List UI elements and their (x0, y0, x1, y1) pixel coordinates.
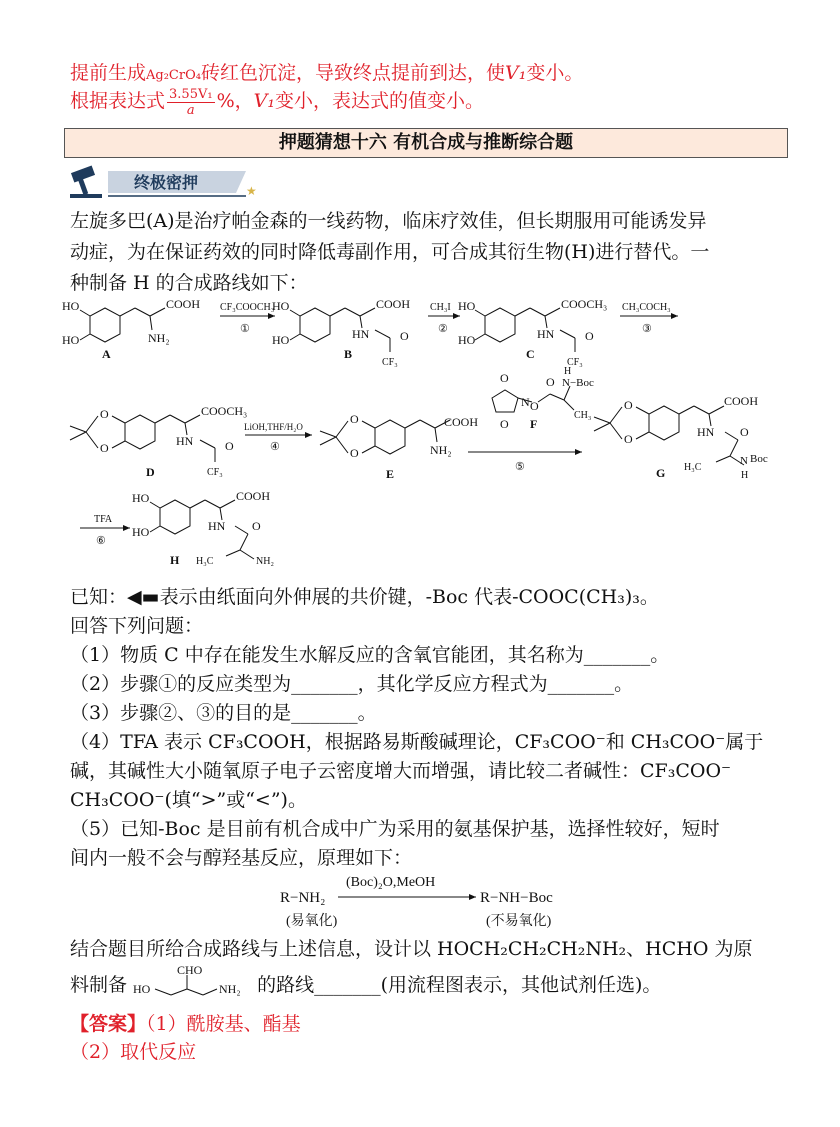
label-cooh: COOH (236, 489, 271, 503)
compound-label-g: G (656, 466, 666, 480)
known-info: 已知：◀▬表示由纸面向外伸展的共价键，-Boc 代表-COOC(CH₃)₃。 (70, 586, 659, 608)
label-h3c: H₃C (196, 556, 214, 567)
question-5-line: 结合题目所给合成路线与上述信息，设计以 HOCH₂CH₂CH₂NH₂、HCHO 为原 (70, 938, 753, 960)
label-cho: CHO (177, 965, 203, 977)
label-hn: HN (208, 519, 226, 533)
reaction-reagent: (Boc)₂O,MeOH (346, 875, 436, 890)
banner-final-secret (68, 163, 258, 201)
label-hn: HN (176, 434, 194, 448)
label-n-boc: N−Boc (562, 377, 594, 389)
compound-e (320, 412, 478, 481)
answer-label: 【答案】 (70, 1013, 147, 1035)
hammer-icon (70, 166, 102, 198)
label-cooh: COOH (724, 394, 759, 408)
product-note: (不易氧化) (486, 914, 552, 929)
compound-h (132, 489, 274, 567)
label-o: O (530, 399, 539, 413)
question-5-line: 间内一般不会与醇羟基反应，原理如下： (70, 847, 413, 869)
label-nh2: NH₂ (256, 556, 274, 567)
label-hn: HN (697, 425, 715, 439)
text-fragment: 变小。 (526, 62, 584, 84)
label-o: O (500, 371, 509, 385)
question-4-line: 碱，其碱性大小随氧原子电子云密度增大而增强，请比较二者碱性：CF₃COO⁻ (70, 760, 732, 782)
reaction-product: R−NH−Boc (480, 890, 553, 906)
target-molecule (133, 965, 251, 999)
label-ho: HO (272, 333, 290, 347)
label-cooch3: COOCH₃ (561, 297, 608, 311)
label-cooh: COOH (166, 297, 201, 311)
top-red-line-2 (70, 86, 484, 118)
label-nh2: NH₂ (148, 331, 170, 345)
label-n: N (740, 455, 748, 467)
label-o: O (500, 417, 509, 431)
reaction-reactant: R−NH₂ (280, 890, 326, 906)
text-fragment: 砖红色沉淀，导致终点提前到达，使 (200, 62, 505, 84)
reactant-note: (易氧化) (286, 914, 338, 929)
text-fragment: 变小，表达式的值变小。 (274, 90, 484, 112)
answer-line-1 (70, 1010, 782, 1038)
compound-b (272, 297, 410, 368)
label-o: O (624, 432, 633, 446)
variable-v1: V₁ (504, 62, 527, 84)
top-red-line-1 (70, 58, 583, 85)
star-icon: ★ (246, 184, 257, 198)
text-fragment: 提前生成 (70, 62, 147, 84)
label-o: O (624, 398, 633, 412)
label-h: H (564, 366, 572, 377)
synthesis-scheme (60, 290, 780, 580)
label-o: O (350, 412, 359, 426)
label-o: O (400, 329, 409, 343)
label-cooh: COOH (376, 297, 411, 311)
label-o: O (100, 441, 109, 455)
fraction-numerator: 3.55V₁ (169, 86, 213, 102)
compound-label-d: D (146, 465, 155, 479)
label-hn: HN (352, 327, 370, 341)
question-4-line: （4）TFA 表示 CF₃COOH，根据路易斯酸碱理论，CF₃COO⁻和 CH₃COO⁻属于 (70, 731, 764, 753)
formula-ag2cro4: Ag₂CrO₄ (146, 68, 201, 83)
step-6-marker: ⑥ (96, 535, 106, 547)
compound-f (492, 366, 594, 431)
compound-a (62, 297, 200, 361)
compound-label-b: B (344, 347, 353, 361)
question-2: （2）步骤①的反应类型为_______，其化学反应方程式为_______。 (70, 673, 634, 695)
question-4-line: CH₃COO⁻(填“>”或“<”)。 (70, 789, 307, 811)
answer-prompt: 回答下列问题： (70, 615, 204, 637)
reagent-6: TFA (94, 514, 113, 525)
label-o: O (225, 439, 234, 453)
label-cf3: CF₃ (382, 357, 398, 368)
step-5-marker: ⑤ (515, 461, 525, 473)
compound-label-a: A (102, 347, 111, 361)
label-ho: HO (62, 299, 80, 313)
label-cooch3: COOCH₃ (201, 404, 248, 418)
answer-block (70, 1010, 782, 1066)
label-o: O (350, 446, 359, 460)
text-fragment: 的路线_______(用流程图表示，其他试剂任选)。 (257, 974, 662, 996)
banner-label: 终极密押 (134, 173, 199, 192)
label-hn: HN (537, 327, 555, 341)
text-fragment: 料制备 (70, 974, 128, 996)
label-cf3: CF₃ (207, 467, 223, 478)
step-1-marker: ① (240, 323, 250, 335)
question-5-continued (70, 934, 782, 1001)
label-ho: HO (458, 333, 476, 347)
label-ho: HO (132, 525, 150, 539)
text-fragment: 根据表达式 (70, 90, 166, 112)
label-nh2: NH₂ (430, 443, 452, 457)
question-3: （3）步骤②、③的目的是_______。 (70, 702, 377, 724)
compound-label-h: H (170, 553, 180, 567)
label-o: O (252, 519, 261, 533)
intro-line: 动症，为在保证药效的同时降低毒副作用，可合成其衍生物(H)进行替代。一 (70, 241, 710, 263)
text-fragment: %， (216, 90, 254, 112)
compound-d (70, 404, 247, 479)
reagent-2: CH₃I (430, 302, 451, 313)
question-1: （1）物质 C 中存在能发生水解反应的含氧官能团，其名称为_______。 (70, 644, 670, 666)
label-cf3: CF₃ (567, 357, 583, 368)
fraction-denominator: a (186, 102, 195, 118)
label-n: N (521, 395, 530, 409)
section-title-bar (64, 128, 788, 158)
answer-1: （1）酰胺基、酯基 (146, 1013, 301, 1035)
step-3-marker: ③ (642, 323, 652, 335)
variable-v1: V₁ (253, 90, 275, 112)
label-ho: HO (272, 299, 290, 313)
intro-line: 左旋多巴(A)是治疗帕金森的一线药物，临床疗效佳，但长期服用可能诱发异 (70, 210, 707, 232)
section-title: 押题猜想十六 有机合成与推断综合题 (278, 132, 574, 153)
intro-paragraph (70, 206, 782, 299)
compound-g (594, 394, 768, 481)
label-cooh: COOH (444, 415, 479, 429)
compound-c (458, 297, 607, 368)
step-2-marker: ② (438, 323, 448, 335)
label-o: O (546, 375, 555, 389)
label-ch3: CH₃ (574, 410, 592, 421)
reagent-3: CH₃COCH₃ (622, 302, 671, 313)
label-ho: HO (458, 299, 476, 313)
label-boc: Boc (750, 453, 768, 465)
fraction (167, 87, 215, 118)
question-5-line-4 (70, 965, 782, 1001)
question-5-line: （5）已知-Boc 是目前有机合成中广为采用的氨基保护基，选择性较好，短时 (70, 818, 720, 840)
reagent-1: CF₃COOCH₃ (220, 302, 275, 313)
compound-label-c: C (526, 347, 535, 361)
questions-block (70, 583, 782, 873)
label-ho: HO (133, 982, 151, 996)
answer-2: （2）取代反应 (70, 1041, 197, 1063)
step-4-marker: ④ (270, 441, 280, 453)
intro-line: 种制备 H 的合成路线如下： (70, 272, 308, 294)
compound-label-f: F (530, 417, 538, 431)
reagent-4: LiOH,THF/H₂O (244, 422, 303, 432)
label-h3c: H₃C (684, 462, 702, 473)
label-o: O (585, 329, 594, 343)
label-o: O (740, 425, 749, 439)
label-ho: HO (132, 491, 150, 505)
label-h: H (741, 470, 749, 481)
compound-label-e: E (386, 467, 395, 481)
label-nh2: NH₂ (219, 982, 241, 996)
label-ho: HO (62, 333, 80, 347)
label-o: O (100, 407, 109, 421)
boc-protection-reaction (280, 870, 600, 932)
